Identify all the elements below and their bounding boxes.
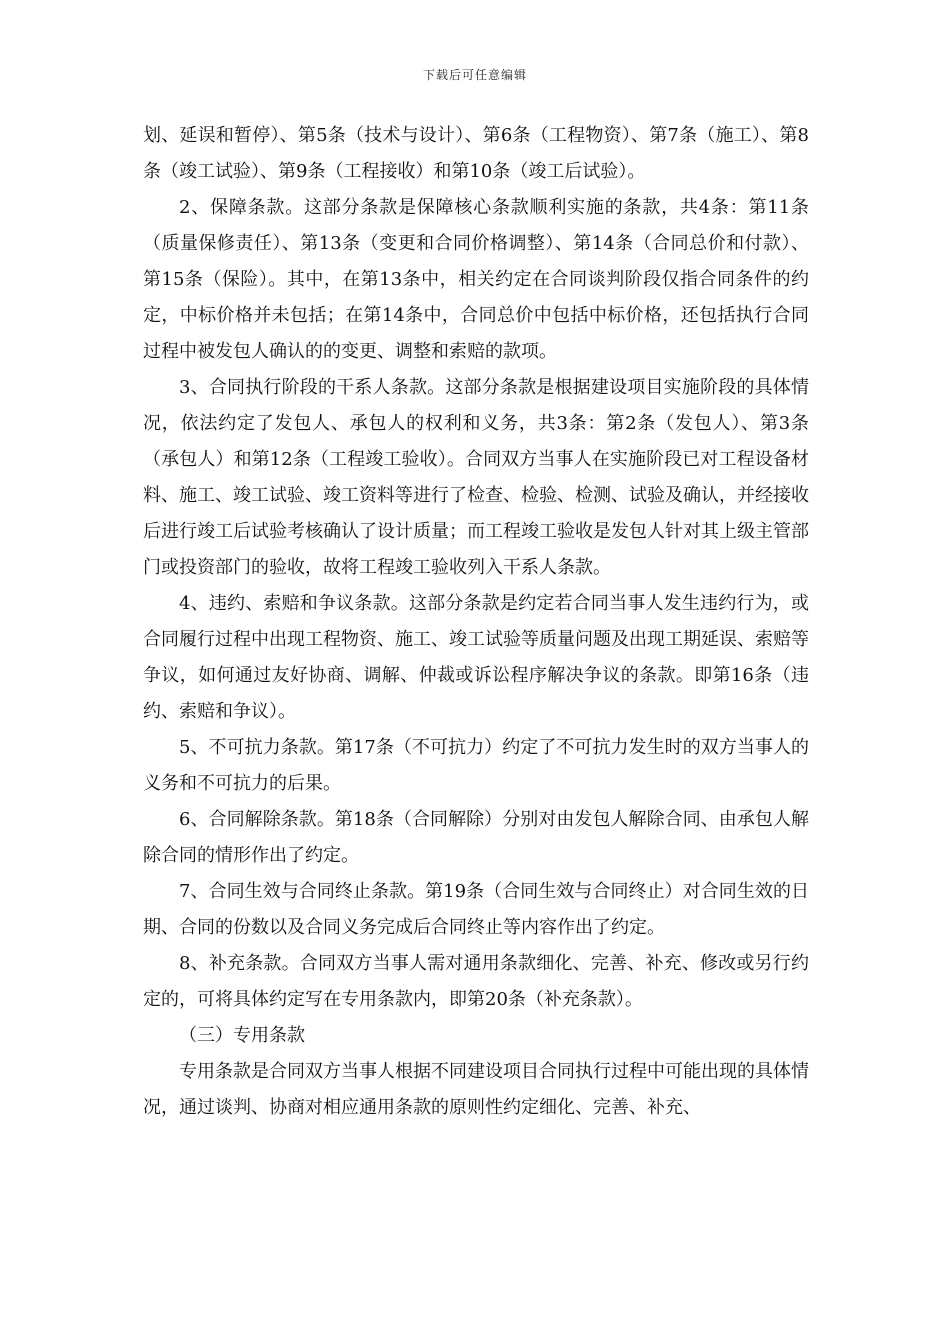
paragraph-effectiveness-termination: 7、合同生效与合同终止条款。第19条（合同生效与合同终止）对合同生效的日期、合同的份数以及合同义务完成后合同终止等内容作出了约定。	[143, 881, 809, 938]
paragraph-stakeholder-clauses: 3、合同执行阶段的干系人条款。这部分条款是根据建设项目实施阶段的具体情况，依法约定了发包人、承包人的权利和义务，共3条：第2条（发包人）、第3条（承包人）和第12条（工程竣工验收）。合同双方当事人在实施阶段已对工程设备材料、施工、竣工试验、竣工资料等进行了检查、检验、检测、试验及确认，并经接收后进行竣工后试验考核确认了设计质量；而工程竣工验收是发包人针对其上级主管部门或投资部门的验收，故将工程竣工验收列入干系人条款。	[143, 377, 809, 578]
paragraph-guarantee-clauses: 2、保障条款。这部分条款是保障核心条款顺利实施的条款，共4条：第11条（质量保修责任）、第13条（变更和合同价格调整）、第14条（合同总价和付款）、第15条（保险）。其中，在第13条中，相关约定在合同谈判阶段仅指合同条件的约定，中标价格并未包括；在第14条中，合同总价中包括中标价格，还包括执行合同过程中被发包人确认的的变更、调整和索赔的款项。	[143, 197, 809, 362]
document-body	[143, 118, 809, 1126]
paragraph-force-majeure: 5、不可抗力条款。第17条（不可抗力）约定了不可抗力发生时的双方当事人的义务和不可抗力的后果。	[143, 737, 809, 794]
page-header: 下载后可任意编辑	[422, 68, 527, 82]
paragraph-continuation: 划、延误和暂停）、第5条（技术与设计）、第6条（工程物资）、第7条（施工）、第8条（竣工试验）、第9条（工程接收）和第10条（竣工后试验）。	[143, 125, 809, 182]
paragraph-breach-claims-disputes: 4、违约、索赔和争议条款。这部分条款是约定若合同当事人发生违约行为，或合同履行过程中出现工程物资、施工、竣工试验等质量问题及出现工期延误、索赔等争议，如何通过友好协商、调解、仲裁或诉讼程序解决争议的条款。即第16条（违约、索赔和争议）。	[143, 593, 809, 722]
paragraph-special-clauses: 专用条款是合同双方当事人根据不同建设项目合同执行过程中可能出现的具体情况，通过谈判、协商对相应通用条款的原则性约定细化、完善、补充、	[143, 1061, 809, 1118]
section-heading-special-clauses: （三）专用条款	[179, 1025, 305, 1046]
paragraph-contract-termination: 6、合同解除条款。第18条（合同解除）分别对由发包人解除合同、由承包人解除合同的情形作出了约定。	[143, 809, 809, 866]
paragraph-supplementary-clauses: 8、补充条款。合同双方当事人需对通用条款细化、完善、补充、修改或另行约定的，可将具体约定写在专用条款内，即第20条（补充条款）。	[143, 953, 809, 1010]
